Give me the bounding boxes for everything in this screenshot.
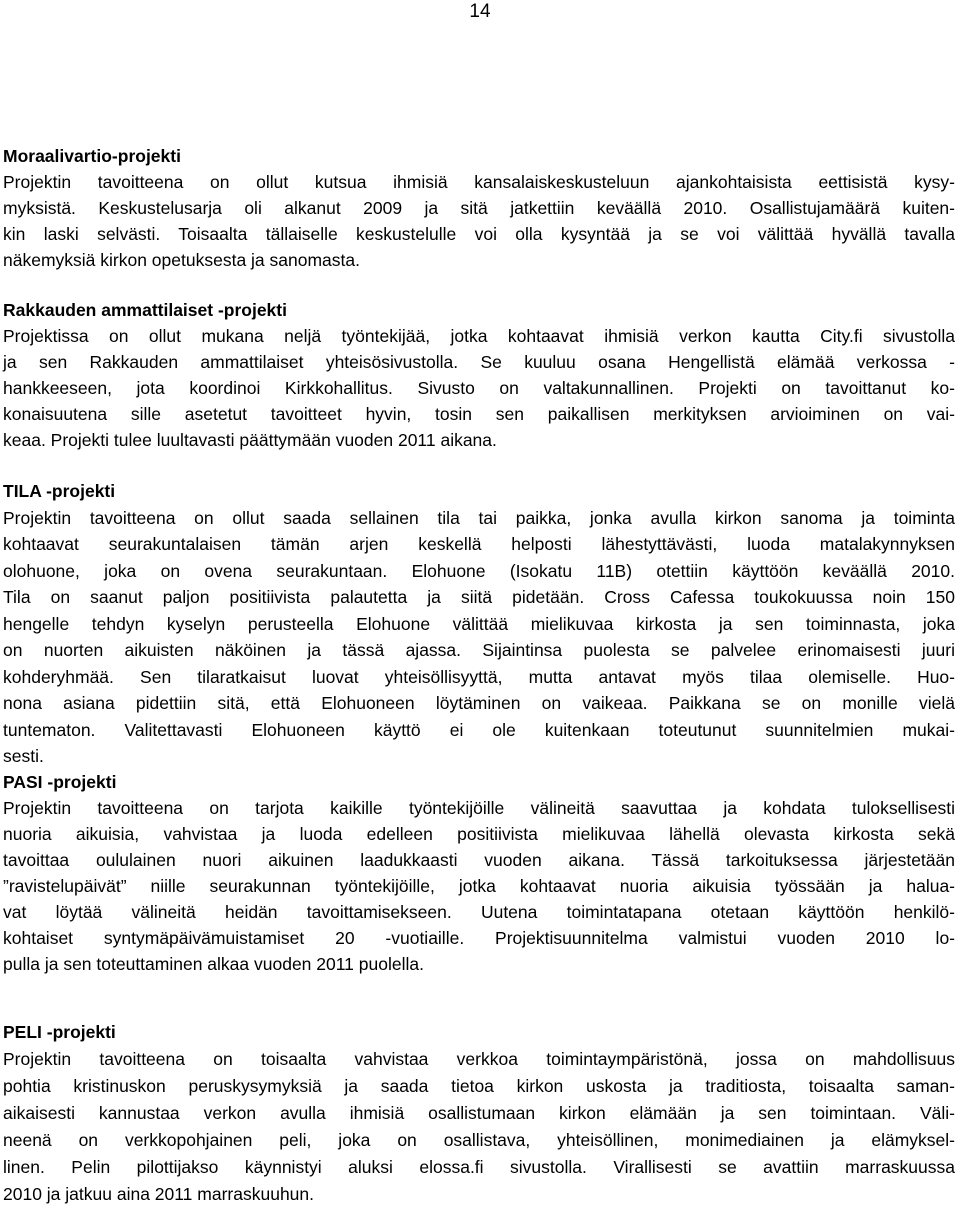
- paragraph-line: olohuone, joka on ovena seurakuntaan. Elohuone (Isokatu 11B) otettiin käyttöön keväällä 2010.: [3, 560, 955, 581]
- paragraph-line: Tila on saanut paljon positiivista palautetta ja siitä pidetään. Cross Cafessa toukokuussa noin 150: [3, 587, 955, 607]
- page-number: 14: [469, 1, 491, 22]
- paragraph-line: tuntematon. Valitettavasti Elohuoneen käyttö ei ole kuitenkaan toteutunut suunnitelmien mukai-: [3, 719, 955, 740]
- paragraph-line: neenä on verkkopohjainen peli, joka on osallistava, yhteisöllinen, monimediainen ja elämyksel-: [3, 1130, 955, 1150]
- paragraph-line: Projektissa on ollut mukana neljä työntekijää, jotka kohtaavat ihmisiä verkon kautta City.fi sivustolla: [3, 326, 955, 346]
- section-title: Moraalivartio-projekti: [3, 146, 181, 166]
- paragraph-line: hengelle tehdyn kyselyn perusteella Elohuone välittää mielikuvaa kirkosta ja sen toiminnasta, joka: [3, 613, 955, 634]
- paragraph-line: sesti.: [3, 746, 44, 766]
- section: [3, 769, 955, 977]
- section-title: TILA -projekti: [3, 481, 116, 501]
- section: [3, 297, 955, 453]
- paragraph-line: kohderyhmää. Sen tilaratkaisut luovat yhteisöllisyyttä, mutta antavat myös tilaa olemiselle. Huo-: [3, 666, 955, 687]
- paragraph-line: Projektin tavoitteena on toisaalta vahvistaa verkkoa toimintaympäristönä, jossa on mahdollisuus: [3, 1049, 955, 1069]
- paragraph-line: nuoria aikuisia, vahvistaa ja luoda edelleen positiivista mielikuvaa lähellä olevasta kirkosta sekä: [3, 824, 955, 844]
- paragraph-line: kohtaiset syntymäpäivämuistamiset 20 -vuotiaille. Projektisuunnitelma valmistui vuoden 2010 lo-: [3, 928, 955, 948]
- paragraph-line: Projektin tavoitteena on ollut kutsua ihmisiä kansalaiskeskusteluun ajankohtaisista eettisistä kysy-: [3, 172, 955, 192]
- paragraph-line: ja sen Rakkauden ammattilaiset yhteisösivustolla. Se kuuluu osana Hengellistä elämää verkossa -: [3, 352, 955, 372]
- paragraph-line: ”ravistelupäivät” niille seurakunnan työntekijöille, jotka kohtaavat nuoria aikuisia työssään ja halua-: [3, 876, 955, 896]
- section: [3, 143, 955, 273]
- paragraph-line: hankkeeseen, jota koordinoi Kirkkohallitus. Sivusto on valtakunnallinen. Projekti on tavoittanut ko-: [3, 378, 955, 398]
- paragraph-line: keaa. Projekti tulee luultavasti päättymään vuoden 2011 aikana.: [3, 430, 497, 450]
- paragraph-line: pohtia kristinuskon peruskysymyksiä ja saada tietoa kirkon uskosta ja traditiosta, toisaalta saman-: [3, 1076, 955, 1096]
- paragraph-line: tavoittaa oululainen nuori aikuinen laadukkaasti vuoden aikana. Tässä tarkoituksessa järjestetään: [3, 850, 955, 870]
- section-title: PELI -projekti: [3, 1022, 116, 1042]
- paragraph-line: on nuorten aikuisten näköinen ja tässä ajassa. Sijaintinsa puolesta se palvelee erinomaisesti juuri: [3, 640, 955, 660]
- paragraph-line: Projektin tavoitteena on ollut saada sellainen tila tai paikka, jonka avulla kirkon sanoma ja toiminta: [3, 507, 955, 528]
- paragraph-line: näkemyksiä kirkon opetuksesta ja sanomasta.: [3, 250, 360, 270]
- paragraph-line: aikaisesti kannustaa verkon avulla ihmisiä osallistumaan kirkon elämään ja sen toimintaan. Väli-: [3, 1103, 955, 1123]
- paragraph-line: Projektin tavoitteena on tarjota kaikille työntekijöille välineitä saavuttaa ja kohdata tuloksellisesti: [3, 798, 955, 818]
- paragraph-line: kohtaavat seurakuntalaisen tämän arjen keskellä helposti lähestyttävästi, luoda matalakynnyksen: [3, 534, 955, 554]
- paragraph-line: kin laski selvästi. Toisaalta tällaiselle keskustelulle voi olla kysyntää ja se voi välittää hyvällä tavalla: [3, 224, 955, 244]
- paragraph-line: linen. Pelin pilottijakso käynnistyi aluksi elossa.fi sivustolla. Virallisesti se avattiin marraskuussa: [3, 1157, 955, 1177]
- paragraph-line: 2010 ja jatkuu aina 2011 marraskuuhun.: [3, 1184, 315, 1204]
- paragraph-line: nona asiana pidettiin sitä, että Elohuoneen löytäminen on vaikeaa. Paikkana se on monille vielä: [3, 693, 955, 713]
- section: [3, 1019, 955, 1208]
- paragraph-line: vat löytää välineitä heidän tavoittamisekseen. Uutena toimintatapana otetaan käyttöön henkilö-: [3, 902, 955, 922]
- paragraph-line: pulla ja sen toteuttaminen alkaa vuoden 2011 puolella.: [3, 954, 424, 974]
- paragraph-line: myksistä. Keskustelusarja oli alkanut 2009 ja sitä jatkettiin keväällä 2010. Osallistujamäärä kuiten-: [3, 198, 955, 218]
- section: [3, 478, 955, 770]
- paragraph-line: konaisuutena sille asetetut tavoitteet hyvin, tosin sen paikallisen merkityksen arvioiminen on vai-: [3, 404, 955, 424]
- section-title: PASI -projekti: [3, 772, 117, 792]
- section-title: Rakkauden ammattilaiset -projekti: [3, 300, 287, 320]
